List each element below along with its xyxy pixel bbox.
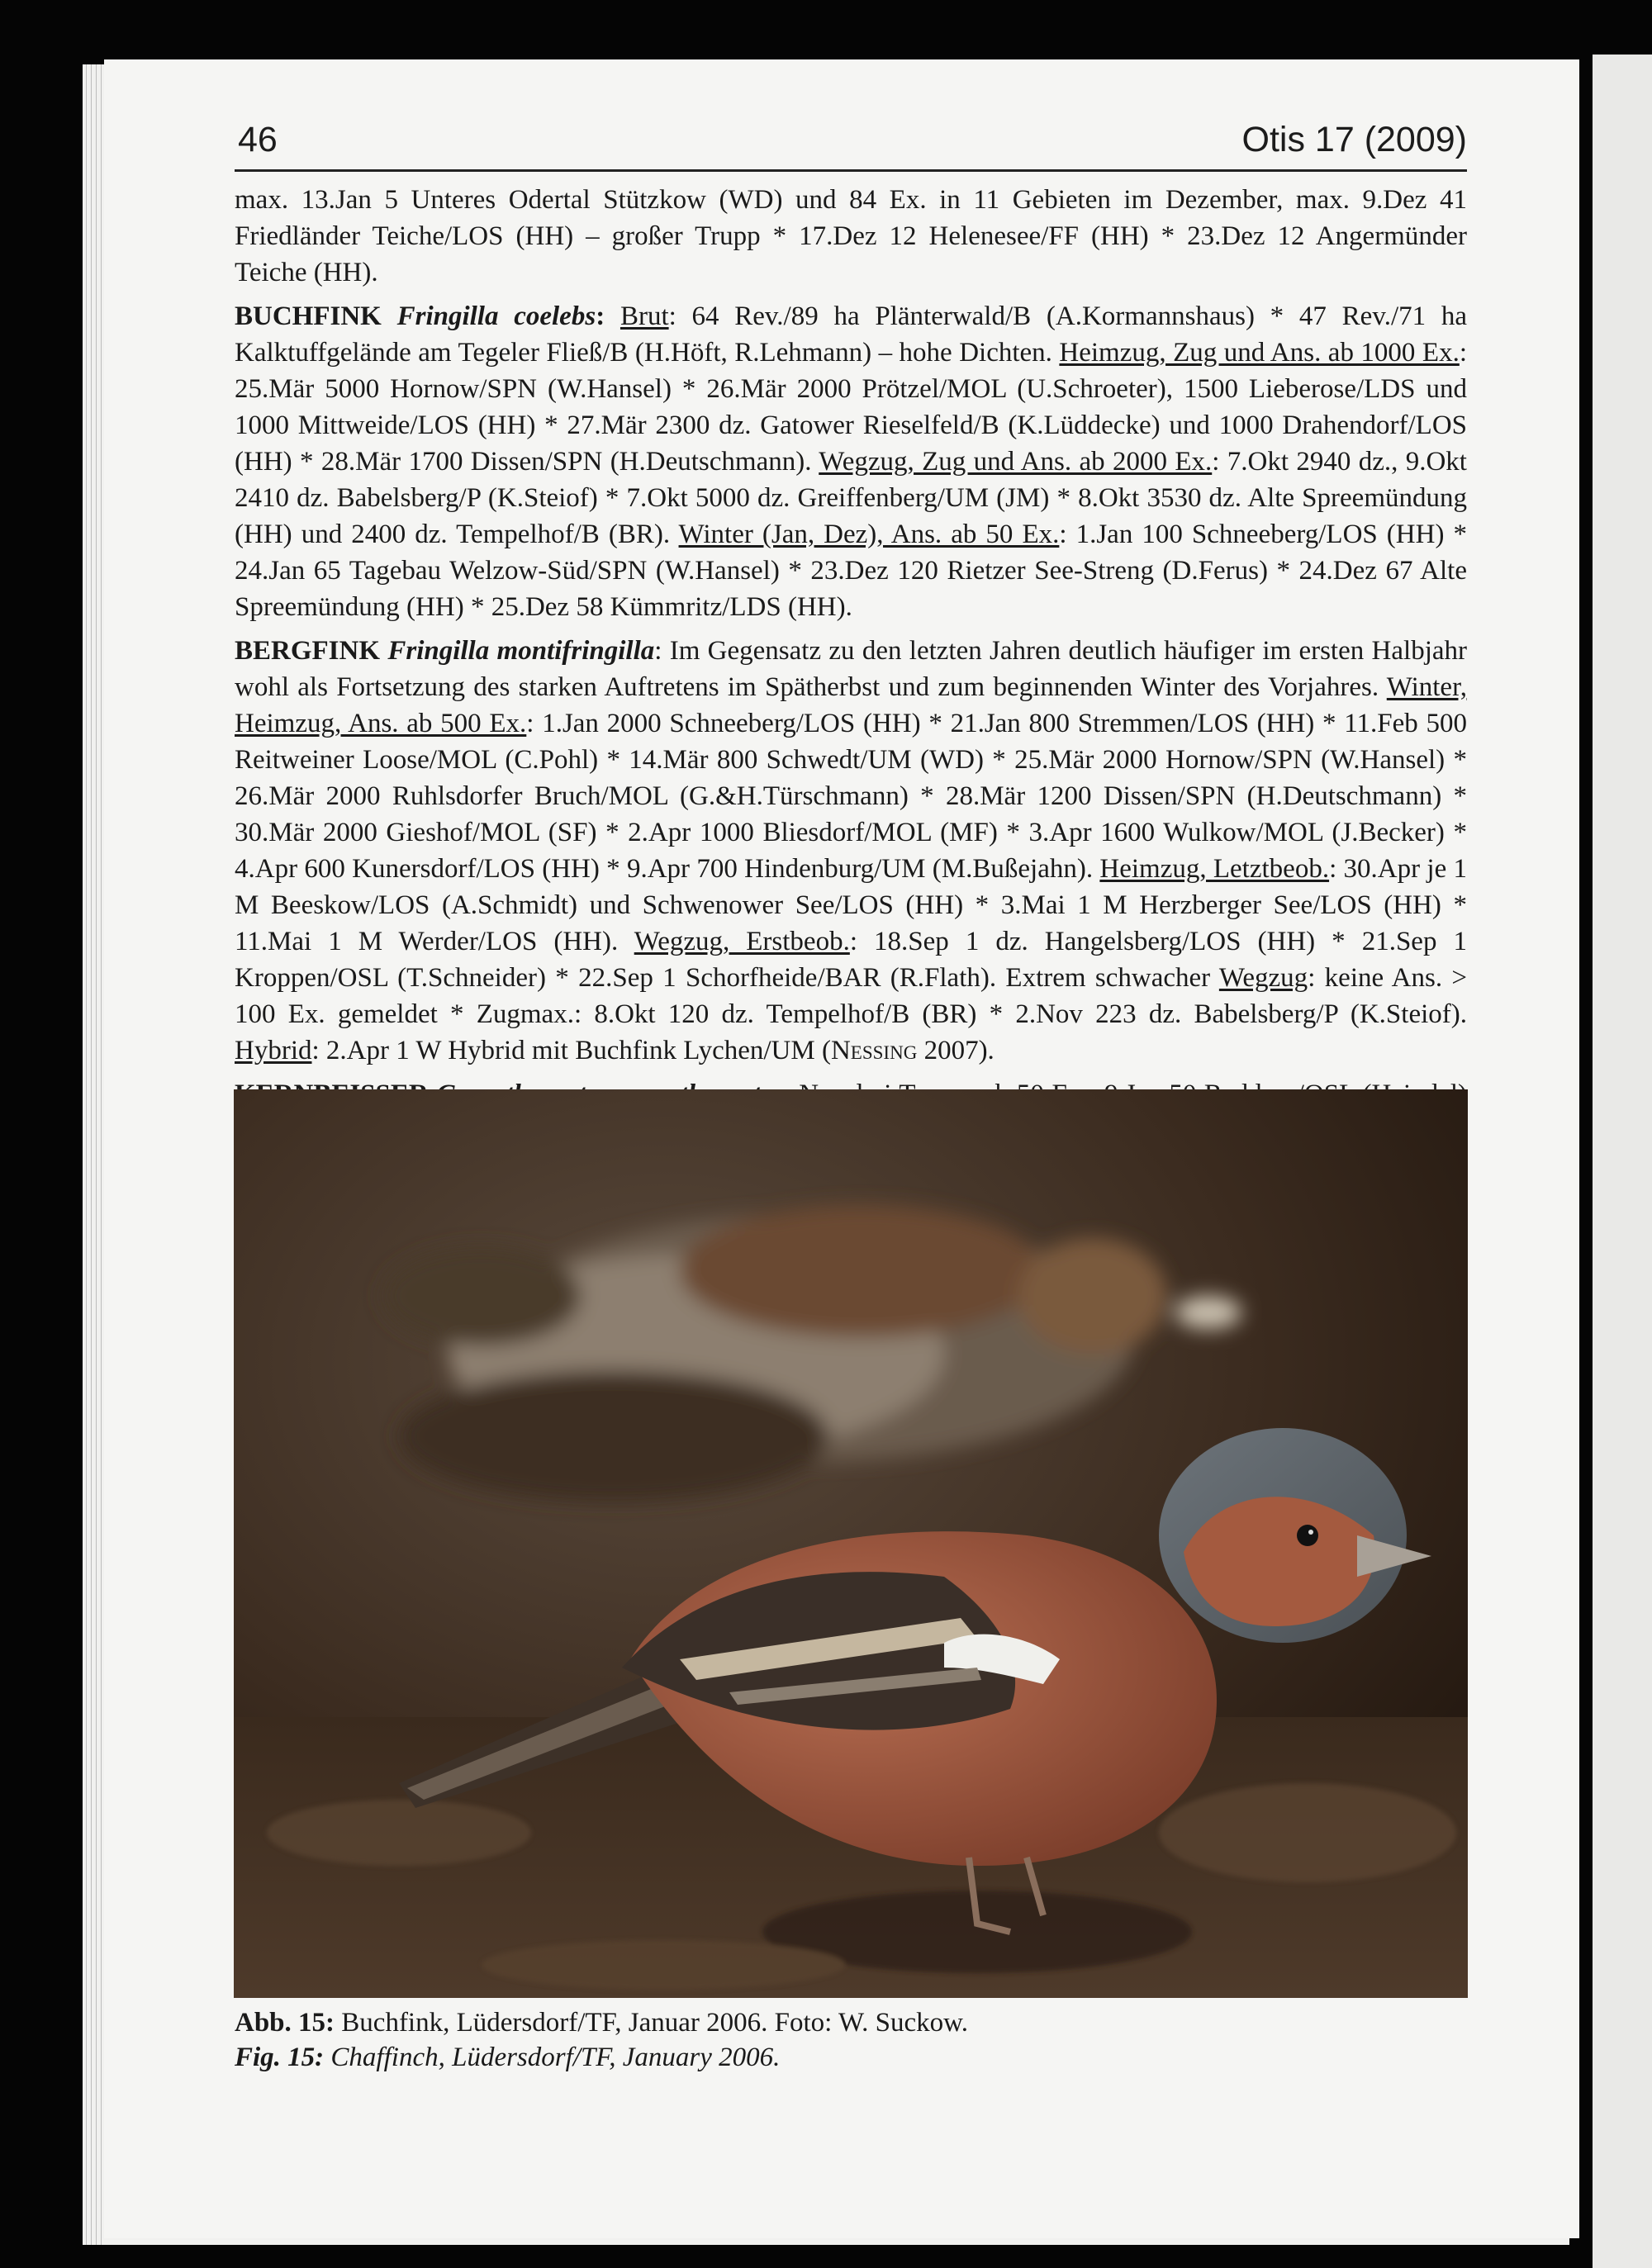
species-latin: Fringilla montifringilla: [387, 636, 655, 666]
running-head: [235, 120, 1467, 163]
page-number: 46: [238, 120, 278, 159]
page-edge: [86, 64, 87, 2245]
paragraph-buchfink: BUCHFINK Fringilla coelebs: Brut: 64 Rev./89 ha Plänterwald/B (A.Kormannshaus) * 47 Rev./71 ha Kalktuffgelände am Tegeler Fließ/B (H.Höft, R.Lehmann) – hohe Dichten. Heimzug, Zug und Ans. ab 1000 Ex.: 25.Mär 5000 Hornow/SPN (W.Hansel) * 26.Mär 2000 Prötzel/MOL (U.Schroeter), 1500 Lieberose/LDS und 1000 Mittweide/LOS (HH) * 27.Mär 2300 dz. Gatower Rieselfeld/B (K.Lüddecke) und 1000 Drahendorf/LOS (HH) * 28.Mär 1700 Dissen/SPN (H.Deutschmann). Wegzug, Zug und Ans. ab 2000 Ex.: 7.Okt 2940 dz., 9.Okt 2410 dz. Babelsberg/P (K.Steiof) * 7.Okt 5000 dz. Greiffenberg/UM (JM) * 8.Okt 3530 dz. Alte Spreemündung (HH) und 2400 dz. Tempelhof/B (BR). Winter (Jan, Dez), Ans. ab 50 Ex.: 1.Jan 100 Schneeberg/LOS (HH) * 24.Jan 65 Tagebau Welzow-Süd/SPN (W.Hansel) * 23.Dez 120 Rietzer See-Streng (D.Ferus) * 24.Dez 67 Alte Spreemündung (HH) * 25.Dez 58 Kümmritz/LDS (HH).: [235, 301, 1468, 622]
section-label: Winter (Jan, Dez), Ans. ab 50 Ex.: [678, 520, 1060, 549]
paragraph-bergfink: BERGFINK Fringilla montifringilla: Im Gegensatz zu den letzten Jahren deutlich häufiger im ersten Halbjahr wohl als Fortsetzung des starken Auftretens im Spätherbst und zum beginnenden Winter des Vorjahres. Winter, Heimzug, Ans. ab 500 Ex.: 1.Jan 2000 Schneeberg/LOS (HH) * 21.Jan 800 Stremmen/LOS (HH) * 11.Feb 500 Reitweiner Loose/MOL (C.Pohl) * 14.Mär 800 Schwedt/UM (WD) * 25.Mär 2000 Hornow/SPN (W.Hansel) * 26.Mär 2000 Ruhlsdorfer Bruch/MOL (G.&H.Türschmann) * 28.Mär 1200 Dissen/SPN (H.Deutschmann) * 30.Mär 2000 Gieshof/MOL (SF) * 2.Apr 1000 Bliesdorf/MOL (MF) * 3.Apr 1600 Wulkow/MOL (J.Becker) * 4.Apr 600 Kunersdorf/LOS (HH) * 9.Apr 700 Hindenburg/UM (M.Bußejahn). Heimzug, Letztbeob.: 30.Apr je 1 M Beeskow/LOS (A.Schmidt) und Schwenower See/LOS (HH) * 3.Mai 1 M Herzberger See/LOS (HH) * 11.Mai 1 M Werder/LOS (HH). Wegzug, Erstbeob.: 18.Sep 1 dz. Hangelsberg/LOS (HH) * 21.Sep 1 Kroppen/OSL (T.Schneider) * 22.Sep 1 Schorfheide/BAR (R.Flath). Extrem schwacher Wegzug: keine Ans. > 100 Ex. gemeldet * Zugmax.: 8.Okt 120 dz. Tempelhof/B (BR) * 2.Nov 223 dz. Babelsberg/P (K.Steiof). Hybrid: 2.Apr 1 W Hybrid mit Buchfink Lychen/UM (Nessing 2007).: [235, 636, 1468, 1065]
journal-title: Otis 17 (2009): [1241, 120, 1467, 159]
page-edge: [101, 64, 102, 2245]
species-name: BERGFINK Fringilla montifringilla: [235, 636, 655, 666]
figure-photo: [234, 1089, 1468, 1998]
section-label: Brut: [620, 301, 669, 331]
header-rule: [235, 169, 1467, 172]
chaffinch-photo-illustration: [234, 1089, 1468, 1998]
species-name: BUCHFINK Fringilla coelebs: [235, 301, 596, 331]
section-label: Hybrid: [235, 1036, 312, 1065]
caption-english: Fig. 15: Chaffinch, Lüdersdorf/TF, January 2006.: [235, 2043, 781, 2072]
species-latin: Fringilla coelebs: [396, 301, 596, 331]
figure-caption: [235, 2005, 1467, 2075]
section-label: Wegzug, Zug und Ans. ab 2000 Ex.: [819, 447, 1213, 477]
facing-page-edge: [1593, 55, 1652, 2268]
citation-author: Nessing: [830, 1036, 918, 1065]
page-edge: [96, 64, 97, 2245]
page-edge: [91, 64, 92, 2245]
caption-german: Abb. 15: Buchfink, Lüdersdorf/TF, Januar 2006. Foto: W. Suckow.: [235, 2008, 969, 2038]
body-text: [235, 182, 1467, 1193]
section-label: Winter, Heimzug, Ans. ab 500 Ex.: [235, 672, 1467, 738]
section-label: Wegzug, Erstbeob.: [634, 927, 850, 956]
section-label: Wegzug: [1218, 963, 1308, 993]
section-label: Heimzug, Zug und Ans. ab 1000 Ex.: [1059, 338, 1460, 368]
section-label: Heimzug, Letztbeob.: [1099, 854, 1330, 884]
paragraph-intro: max. 13.Jan 5 Unteres Odertal Stützkow (WD) und 84 Ex. in 11 Gebieten im Dezember, max. 9.Dez 41 Friedländer Teiche/LOS (HH) – großer Trupp * 17.Dez 12 Helenesee/FF (HH) * 23.Dez 12 Angermünder Teiche (HH).: [235, 185, 1467, 287]
